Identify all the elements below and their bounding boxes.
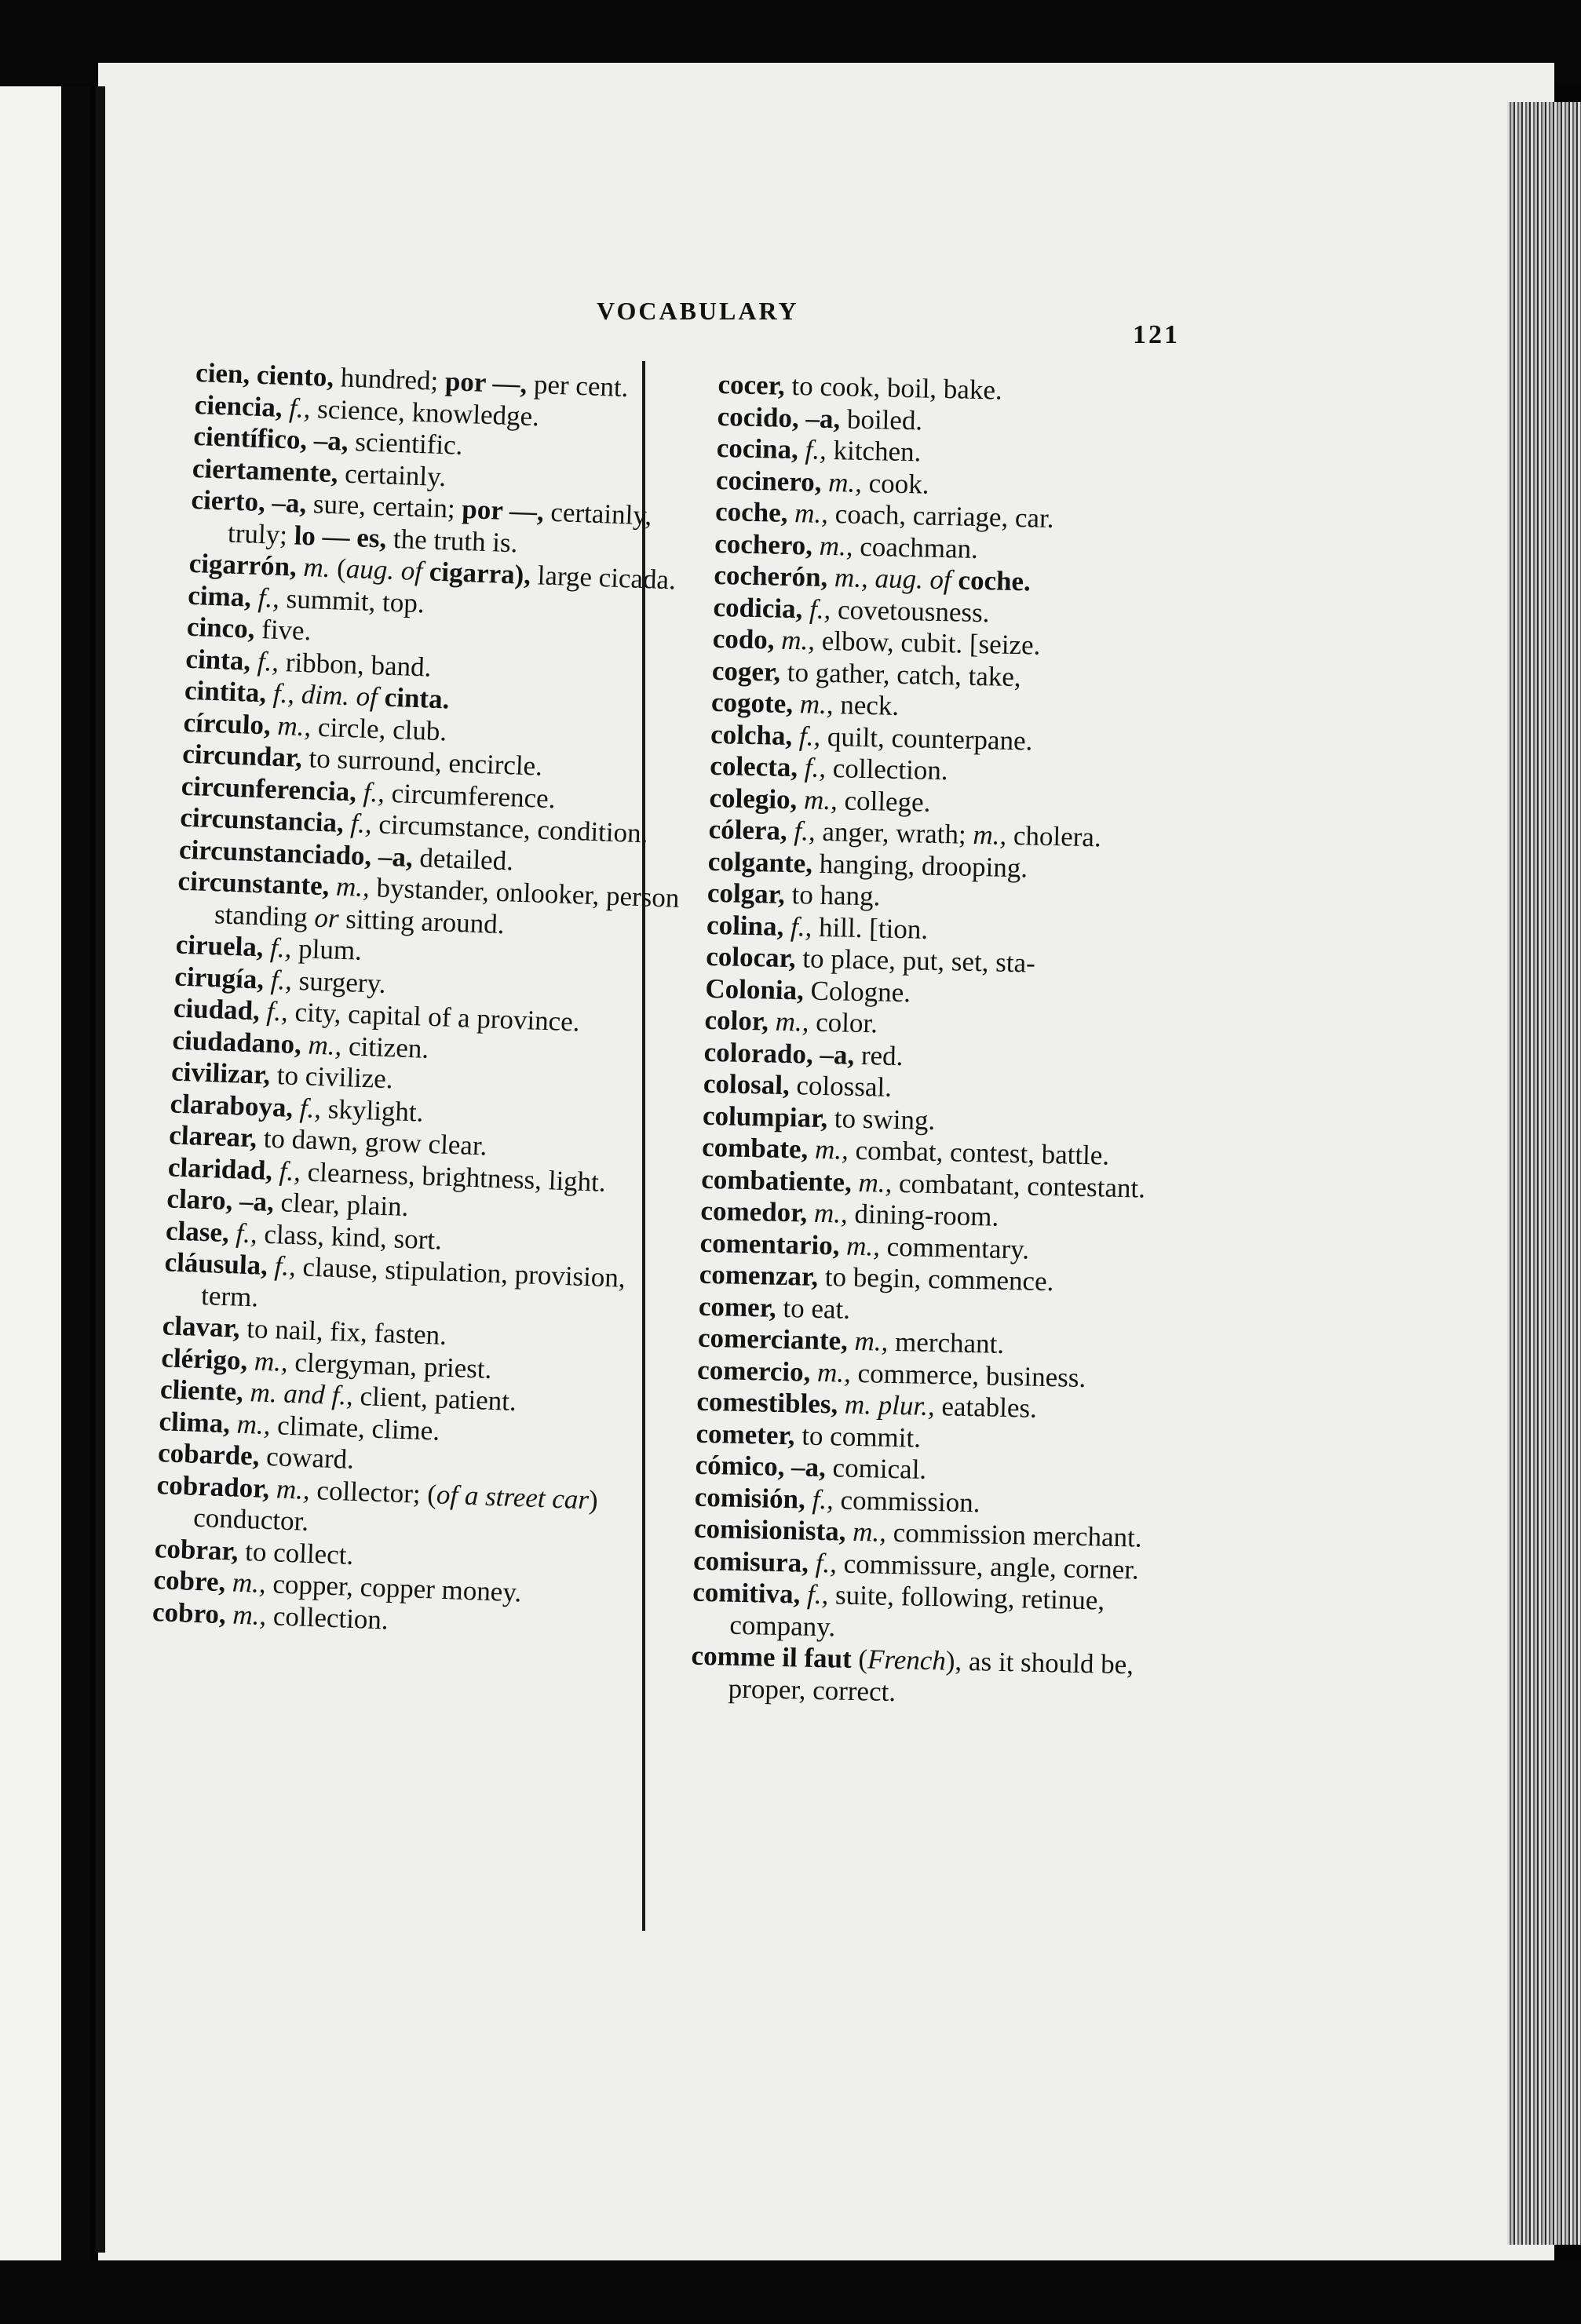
entry-grammar-tag: m., — [225, 1567, 267, 1600]
entry-definition: combat, contest, battle. — [848, 1134, 1110, 1171]
entry-grammar-tag: m., — [301, 1028, 343, 1061]
entry-headword: Colonia, — [705, 972, 805, 1005]
entry-headword: cobrador, — [156, 1468, 271, 1504]
entry-definition: ( — [329, 553, 347, 584]
entry-definition: detailed. — [412, 841, 514, 876]
entry-definition: covetousness. — [830, 593, 990, 628]
entry-definition: copper, copper money. — [265, 1568, 523, 1608]
entry-headword: ciencia, — [194, 389, 283, 423]
entry-headword: claridad, — [167, 1151, 273, 1186]
entry-headword: columpiar, — [702, 1100, 828, 1133]
entry-definition-cont: certainly, truly; — [227, 496, 653, 550]
entry-grammar-tag: f., — [343, 807, 373, 840]
entry-headword: coger, — [711, 655, 781, 688]
entry-definition: collection. — [265, 1600, 389, 1636]
entry-grammar-tag: m., — [807, 1133, 849, 1166]
entry-headword: clavar, — [162, 1310, 241, 1344]
entry-headword: cliente, — [159, 1374, 244, 1407]
entry-definition-cont: per cent. — [526, 368, 630, 403]
entry-headword: comisura, — [692, 1545, 809, 1578]
entry-italic-note: m., — [973, 819, 1007, 851]
entry-grammar-tag: m., — [839, 1229, 881, 1262]
entry-grammar-tag: f., — [262, 932, 293, 964]
entry-grammar-tag: m., — [787, 497, 829, 529]
entry-headword: cogote, — [710, 686, 794, 720]
entry-headword: comerciante, — [697, 1322, 849, 1356]
entry-headword: cólera, — [708, 813, 788, 846]
entry-definition: collection. — [825, 752, 948, 786]
entry-definition: colossal. — [789, 1070, 893, 1103]
entry-italic-note: aug. of — [867, 563, 952, 596]
entry-definition: to place, put, set, sta- — [795, 943, 1036, 979]
entry-grammar-tag: f., — [272, 1155, 301, 1187]
entry-definition: sure, certain; — [305, 488, 463, 524]
entry-grammar-tag: m., — [827, 561, 869, 594]
entry-headword: comentario, — [699, 1227, 840, 1261]
entry-definition: plum. — [290, 932, 363, 966]
entry-definition: circumference. — [384, 777, 557, 814]
entry-headword: claro, –a, — [166, 1183, 275, 1218]
entry-definition: to gather, catch, take, — [780, 656, 1022, 692]
entry-definition: five. — [254, 613, 312, 647]
book-spine-shadow — [96, 86, 105, 2253]
entry-headword: círculo, — [183, 706, 272, 741]
entry-grammar-tag: m. — [296, 551, 331, 584]
entry-italic-note: dim. of — [294, 678, 378, 713]
entry-definition: to cook, boil, bake. — [784, 370, 1003, 406]
entry-headword: cien, ciento, — [195, 357, 334, 393]
page-number: 121 — [1133, 320, 1180, 349]
entry-definition: class, kind, sort. — [257, 1217, 443, 1256]
entry-headword: cobarde, — [157, 1437, 261, 1472]
dictionary-entry — [690, 1640, 1145, 1713]
entry-definition: cook. — [861, 467, 929, 500]
entry-definition-tail: the truth is. — [385, 523, 519, 558]
entry-grammar-tag: m., — [768, 1005, 809, 1038]
entry-definition-cont: cholera. — [1006, 819, 1102, 853]
entry-definition: hundred; — [333, 362, 446, 397]
entry-headword: comitiva, — [692, 1576, 801, 1610]
entry-headword: cocina, — [716, 432, 799, 465]
entry-definition: circumstance, condition. — [371, 808, 649, 849]
entry-grammar-tag: m. plur., — [837, 1388, 936, 1422]
entry-headword: ciruela, — [175, 929, 265, 963]
entry-headword: colcha, — [710, 718, 793, 751]
entry-headword: cobrar, — [154, 1532, 239, 1567]
facing-page-edge — [0, 86, 61, 2284]
entry-definition: clergyman, priest. — [287, 1346, 493, 1385]
entry-grammar-tag: f., — [805, 1483, 834, 1515]
entry-headword: comisión, — [694, 1481, 806, 1515]
entry-grammar-tag: f., — [783, 910, 812, 943]
entry-headword: comercio, — [696, 1354, 811, 1388]
entry-headword: comer, — [698, 1290, 777, 1323]
entry-headword: codo, — [712, 622, 775, 655]
entry-definition: to surround, encircle. — [301, 742, 543, 782]
entry-headword: colosal, — [703, 1067, 790, 1101]
entry-grammar-tag: f., — [791, 720, 821, 752]
entry-definition: ribbon, band. — [278, 646, 433, 683]
entry-definition: hill. [tion. — [811, 911, 929, 945]
entry-definition: citizen. — [341, 1030, 429, 1064]
entry-definition: commerce, business. — [850, 1357, 1086, 1393]
entry-headword-ref: cinta. — [377, 681, 451, 715]
entry-definition-cont: large cicada. — [530, 560, 677, 596]
entry-definition-cont: ), as it should be, proper, correct. — [728, 1645, 1134, 1707]
entry-definition: ( — [851, 1643, 868, 1675]
entry-grammar-tag: f., — [281, 392, 312, 424]
entry-grammar-tag: m., — [225, 1598, 267, 1631]
entry-headword: clima, — [158, 1405, 231, 1439]
entry-headword: codicia, — [713, 591, 803, 624]
entry-headword-ref: cigarra), — [422, 556, 531, 591]
entry-headword: clase, — [165, 1214, 230, 1248]
entry-headword: combate, — [701, 1131, 809, 1165]
entry-definition: collector; ( — [309, 1474, 437, 1510]
entry-grammar-tag: f., — [259, 995, 289, 1027]
entry-headword: cobre, — [152, 1564, 226, 1598]
entry-definition: science, knowledge. — [309, 392, 540, 432]
entry-headword: colina, — [706, 909, 784, 942]
entry-grammar-tag: m., — [847, 1325, 889, 1357]
entry-grammar-tag: f., — [267, 1250, 297, 1282]
entry-headword: cometer, — [696, 1417, 795, 1450]
entry-headword: cobro, — [152, 1596, 227, 1629]
entry-headword: circunstancia, — [179, 801, 345, 838]
entry-definition: combatant, contestant. — [891, 1167, 1146, 1204]
entry-headword: cocherón, — [714, 559, 828, 593]
entry-grammar-tag: f., — [799, 1578, 829, 1611]
entry-definition: hanging, drooping. — [812, 848, 1028, 883]
entry-headword: comenzar, — [699, 1258, 819, 1292]
entry-grammar-tag: f., — [808, 1547, 838, 1578]
entry-italic-note: aug. of — [345, 553, 423, 587]
entry-headword: colgar, — [707, 877, 786, 910]
entry-headword: ciudadano, — [171, 1023, 302, 1060]
entry-headword: cochero, — [714, 527, 813, 561]
entry-grammar-tag: f., — [356, 775, 385, 808]
entry-definition-cont: sitting around. — [338, 903, 506, 939]
entry-definition: quilt, counterpane. — [820, 721, 1033, 756]
entry-definition: to collect. — [237, 1535, 354, 1571]
entry-grammar-tag: f., — [801, 593, 831, 625]
entry-definition: city, capital of a province. — [287, 996, 581, 1038]
entry-headword: comisionista, — [693, 1512, 846, 1547]
entry-headword: civilizar, — [170, 1056, 271, 1090]
entry-definition: clear, plain. — [273, 1187, 410, 1223]
entry-definition: bystander, onlooker, person standing — [214, 872, 681, 933]
entry-headword-phrase: lo — es, — [294, 520, 387, 554]
entry-grammar-tag: f., — [250, 582, 280, 614]
entry-headword: colgante, — [707, 845, 813, 879]
entry-definition: client, patient. — [352, 1380, 517, 1417]
entry-headword: cláusula, — [164, 1246, 268, 1281]
entry-definition: commission. — [833, 1483, 980, 1518]
entry-definition: boiled. — [839, 403, 923, 436]
entry-headword: claraboya, — [170, 1087, 294, 1123]
entry-headword: circundar, — [181, 738, 303, 774]
entry-headword: cocer, — [717, 369, 786, 401]
entry-definition: red. — [853, 1039, 904, 1071]
entry-definition: commissure, angle, corner. — [836, 1547, 1140, 1585]
entry-grammar-tag: f., — [263, 964, 293, 996]
entry-headword: cinco, — [186, 611, 256, 644]
entry-grammar-tag: f., — [292, 1092, 322, 1124]
entry-definition: color. — [809, 1006, 878, 1039]
entry-definition: eatables. — [934, 1391, 1038, 1424]
entry-grammar-tag: m., — [328, 870, 371, 903]
entry-definition: suite, following, retinue, company. — [729, 1579, 1105, 1642]
entry-headword-ref: por —, — [444, 366, 528, 399]
entry-grammar-tag: f., — [265, 677, 295, 710]
entry-grammar-tag: m., — [268, 1472, 311, 1505]
entry-headword: clérigo, — [160, 1341, 248, 1376]
entry-headword-ref: coche. — [951, 564, 1031, 597]
page-stack-edge — [1507, 102, 1581, 2245]
entry-headword: ciertamente, — [192, 452, 339, 488]
entry-grammar-tag: m., — [821, 466, 863, 498]
entry-headword: cocido, –a, — [717, 400, 841, 434]
entry-headword: comme il faut — [691, 1640, 853, 1674]
entry-definition: to eat. — [776, 1292, 851, 1325]
entry-headword: ciudad, — [173, 992, 261, 1027]
entry-grammar-tag: f., — [228, 1217, 258, 1249]
entry-headword: científico, –a, — [192, 420, 349, 457]
entry-grammar-tag: f., — [250, 645, 279, 677]
entry-headword: circunstanciado, –a, — [178, 834, 414, 873]
entry-definition: commentary. — [879, 1231, 1030, 1265]
entry-headword: color, — [704, 1004, 769, 1037]
entry-grammar-tag: m., — [796, 783, 838, 815]
entry-grammar-tag: m., — [229, 1407, 272, 1440]
entry-headword: cinta, — [184, 643, 251, 677]
entry-grammar-tag: f., — [797, 752, 827, 783]
entry-headword: colorado, –a, — [703, 1036, 855, 1071]
dictionary-entry — [692, 1577, 1147, 1650]
running-head: VOCABULARY — [597, 297, 799, 325]
entry-definition: circle, club. — [310, 710, 447, 746]
entry-definition: to commit. — [794, 1419, 922, 1454]
entry-definition: coachman. — [853, 531, 979, 564]
entry-grammar-tag: m., — [806, 1197, 849, 1229]
entry-headword: circunferencia, — [181, 770, 357, 807]
entry-headword: comedor, — [700, 1195, 808, 1228]
entry-definition: summit, top. — [279, 582, 425, 618]
entry-headword: cigarrón, — [188, 547, 298, 582]
entry-headword-ref: por —, — [461, 493, 545, 527]
entry-definition: to civilize. — [269, 1059, 394, 1095]
entry-grammar-tag: m., — [270, 710, 312, 742]
right-column — [690, 369, 1171, 1713]
entry-italic-note: or — [313, 902, 340, 934]
entry-definition: college. — [837, 784, 931, 818]
entry-definition: dining-room. — [847, 1198, 999, 1232]
entry-definition: surgery. — [291, 965, 387, 999]
entry-headword: comestibles, — [696, 1385, 838, 1420]
entry-definition: coward. — [258, 1440, 355, 1475]
entry-headword: cierto, –a, — [190, 483, 307, 519]
entry-definition: to nail, fix, fasten. — [239, 1312, 447, 1351]
entry-definition: comical. — [825, 1452, 927, 1485]
entry-headword: circunstante, — [177, 865, 330, 902]
entry-definition: kitchen. — [826, 434, 922, 468]
entry-italic-note: of a street car — [436, 1479, 590, 1515]
entry-grammar-tag: m., — [812, 530, 853, 562]
entry-definition: anger, wrath; — [815, 815, 973, 850]
entry-grammar-tag: f., — [798, 434, 827, 465]
entry-definition: certainly. — [337, 457, 447, 492]
entry-definition-cont: ) conductor. — [192, 1483, 599, 1537]
entry-definition: commission merchant. — [885, 1516, 1142, 1553]
entry-grammar-tag: m., — [774, 624, 816, 656]
entry-grammar-tag: m., — [809, 1356, 852, 1388]
entry-headword: coche, — [714, 495, 788, 528]
entry-definition: to dawn, grow clear. — [256, 1122, 488, 1162]
entry-italic-note: French — [867, 1644, 947, 1676]
entry-headword: combatiente, — [700, 1163, 853, 1198]
entry-definition: to begin, commence. — [817, 1261, 1054, 1297]
entry-definition: clause, stipulation, provision, term. — [200, 1251, 626, 1312]
entry-headword: colecta, — [710, 750, 798, 783]
entry-definition: merchant. — [888, 1326, 1005, 1359]
left-column — [152, 357, 698, 1645]
entry-headword: cómico, –a, — [695, 1449, 827, 1483]
entry-headword: cintita, — [184, 674, 267, 709]
entry-definition: to swing. — [827, 1102, 936, 1136]
entry-grammar-tag: m., — [792, 688, 834, 721]
entry-definition: neck. — [833, 689, 900, 721]
scan-bottom-border — [0, 2260, 1581, 2324]
entry-definition: scientific. — [348, 425, 464, 461]
entry-headword: clarear, — [168, 1119, 257, 1154]
entry-grammar-tag: f., — [787, 815, 816, 847]
entry-grammar-tag: m., — [845, 1516, 887, 1548]
entry-grammar-tag: m., — [851, 1166, 893, 1198]
entry-definition: coach, carriage, car. — [827, 498, 1054, 534]
entry-headword: colegio, — [709, 782, 798, 815]
entry-definition: climate, clime. — [269, 1409, 440, 1447]
entry-definition: clearness, brightness, light. — [300, 1155, 607, 1198]
entry-headword: cima, — [187, 579, 252, 613]
entry-grammar-tag: m., — [246, 1344, 289, 1377]
entry-headword: cocinero, — [715, 464, 822, 498]
entry-definition: skylight. — [320, 1093, 425, 1128]
entry-grammar-tag: m. and f., — [243, 1376, 354, 1411]
entry-definition: Cologne. — [803, 974, 911, 1008]
entry-definition: elbow, cubit. [seize. — [814, 625, 1041, 661]
entry-headword: cirugía, — [173, 961, 265, 994]
entry-definition: to hang. — [784, 878, 881, 912]
entry-headword: colocar, — [705, 940, 797, 974]
